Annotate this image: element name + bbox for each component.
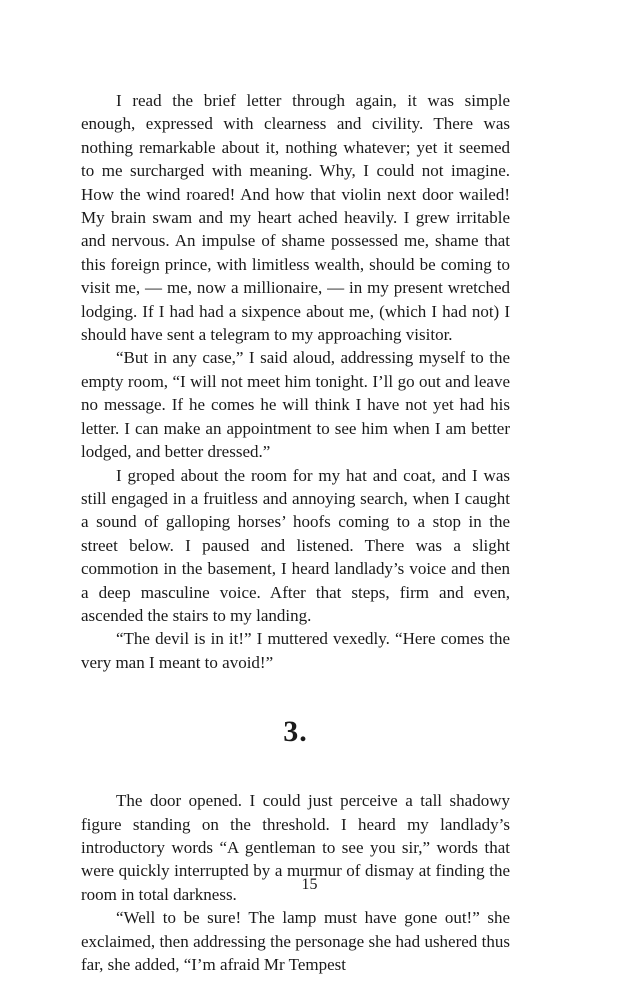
- paragraph: I read the brief letter through again, it was simple enough, expressed with clearness and civility. There was nothing remarkable about it, nothing whatever; yet it seemed to me surcharged with meaning. Why, I could not imagine. How the wind roared! And how that violin next door wailed! My brain swam and my heart ached heavily. I grew irritable and nervous. An impulse of shame possessed me, shame that this foreign prince, with limitless wealth, should be coming to visit me, — me, now a millionaire, — in my present wretched lodging. If I had had a sixpence about me, (which I had not) I should have sent a telegram to my approaching visitor.: [81, 91, 510, 345]
- chapter-heading: 3.: [283, 714, 308, 748]
- text-block: [81, 89, 510, 976]
- paragraph: “The devil is in it!” I muttered vexedly. “Here comes the very man I meant to avoid!”: [81, 629, 510, 672]
- paragraph: “But in any case,” I said aloud, addressing myself to the empty room, “I will not meet him tonight. I’ll go out and leave no message. If he comes he will think I have not yet had his letter. I can make an appointment to see him when I am better lodged, and better dressed.”: [81, 348, 510, 462]
- paragraph: I groped about the room for my hat and coat, and I was still engaged in a fruitless and annoying search, when I caught a sound of galloping horses’ hoofs coming to a stop in the street below. I paused and listened. There was a slight commotion in the basement, I heard landlady’s voice and then a deep masculine voice. After that steps, firm and even, ascended the stairs to my landing.: [81, 465, 510, 625]
- paragraph: The door opened. I could just perceive a tall shadowy figure standing on the threshold. I heard my landlady’s introductory words “A gentleman to see you sir,” words that were quickly interrupted by a murmur of dismay at finding the room in total darkness.: [81, 791, 510, 904]
- page-number: 15: [301, 876, 318, 893]
- paragraph: “Well to be sure! The lamp must have gone out!” she exclaimed, then addressing the personage she had ushered thus far, she added, “I’m afraid Mr Tempest: [81, 908, 510, 974]
